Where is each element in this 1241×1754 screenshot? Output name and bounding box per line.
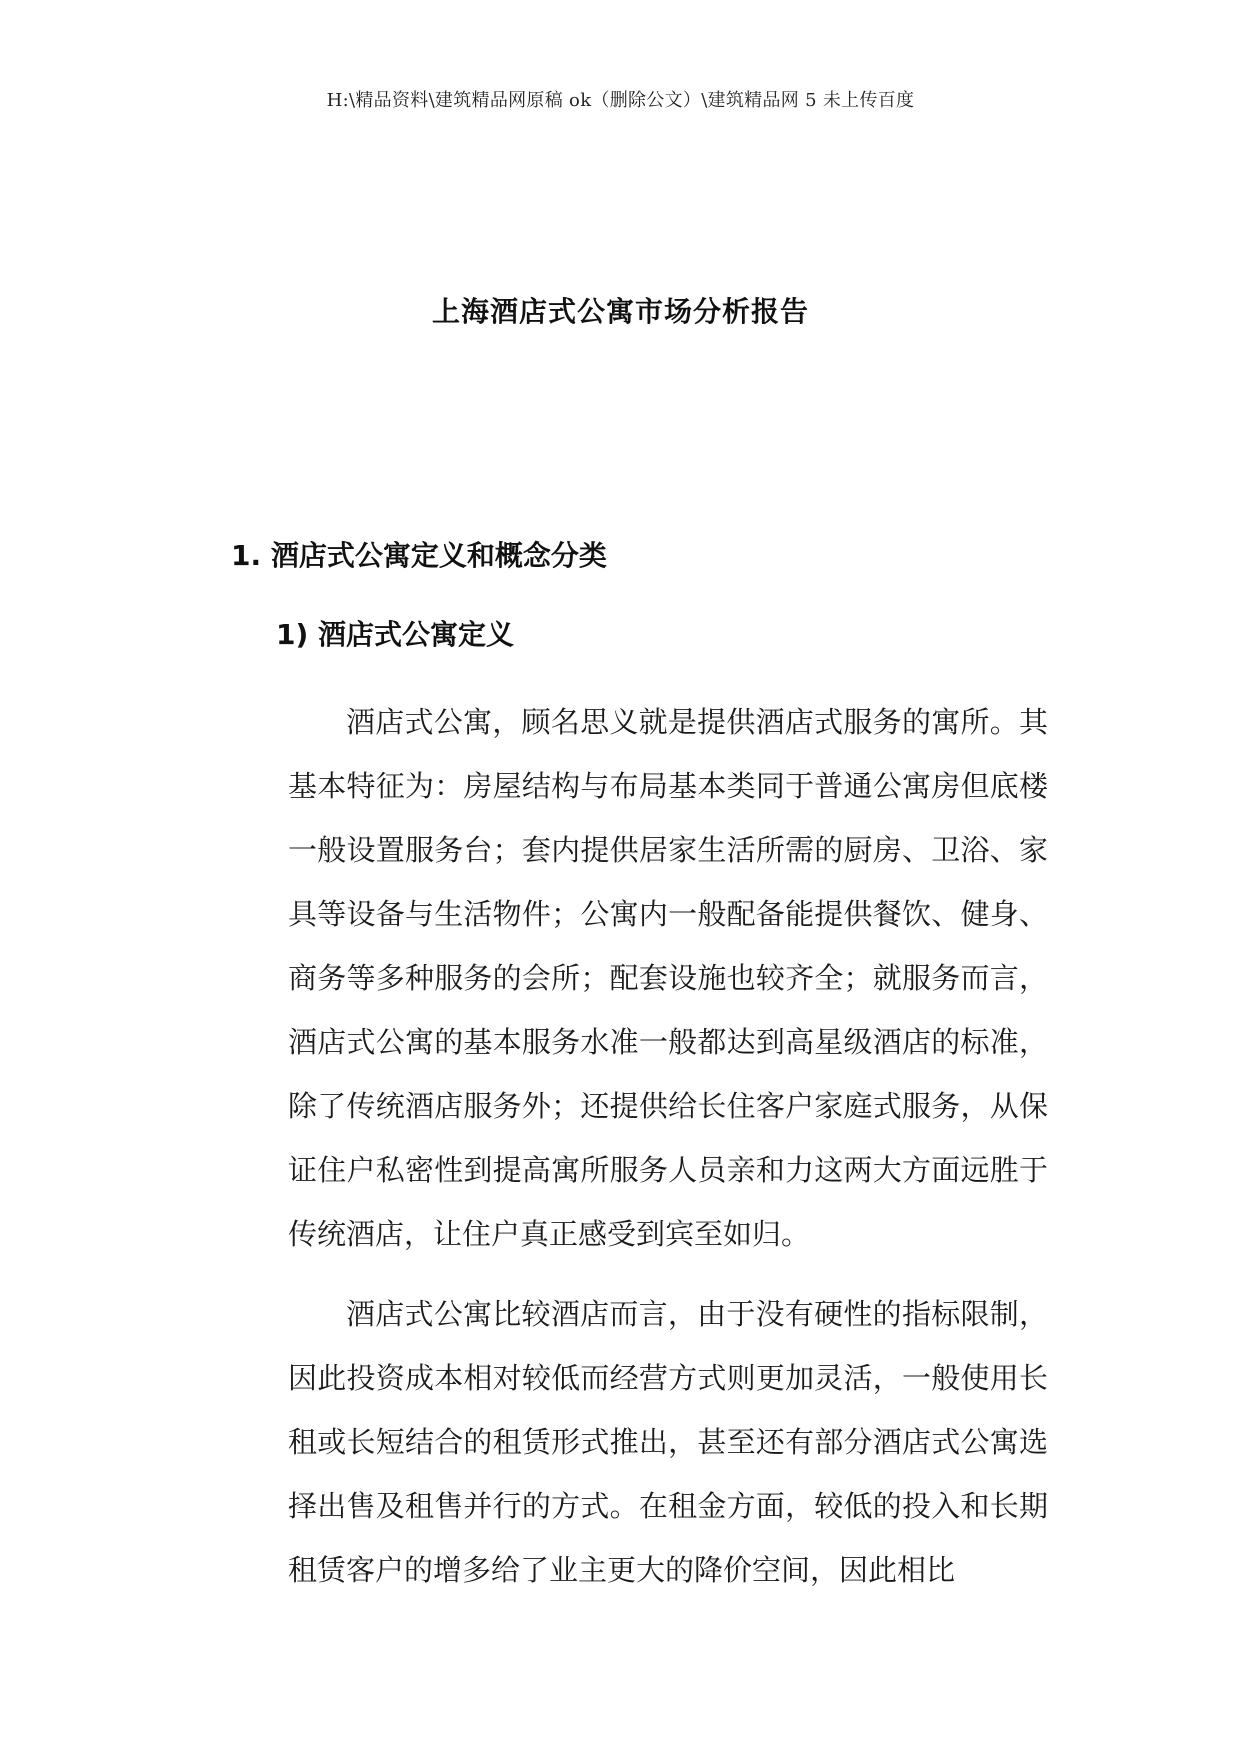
subsection-heading: 1) 酒店式公寓定义	[276, 618, 515, 651]
document-title: 上海酒店式公寓市场分析报告	[431, 295, 809, 328]
paragraph: 酒店式公寓，顾名思义就是提供酒店式服务的寓所。其基本特征为：房屋结构与布局基本类同于普通公寓房但底楼一般设置服务台；套内提供居家生活所需的厨房、卫浴、家具等设备与生活物件；公寓内一般配备能提供餐饮、健身、 商务等多种服务的会所；配套设施也较齐全；就服务而言，酒店式公寓的基本服务水准一般都达到高星级酒店的标准，除了传统酒店服务外；还提供给长住客户家庭式服务，从保证住户私密性到提高寓所服务人员亲和力这两大方面远胜于传统酒店，让住户真正感受到宾至如归。	[288, 705, 1048, 1251]
section-heading: 1. 酒店式公寓定义和概念分类	[231, 539, 607, 572]
paragraph: 酒店式公寓比较酒店而言，由于没有硬性的指标限制，因此投资成本相对较低而经营方式则更加灵活，一般使用长租或长短结合的租赁形式推出，甚至还有部分酒店式公寓选择出售及租售并行的方式。在租金方面，较低的投入和长期租赁客户的增多给了业主更大的降价空间，因此相比	[288, 1297, 1048, 1587]
body-text	[288, 690, 1048, 1602]
file-path-header: H:\精品资料\建筑精品网原稿 ok（删除公文）\建筑精品网 5 未上传百度	[326, 90, 915, 111]
